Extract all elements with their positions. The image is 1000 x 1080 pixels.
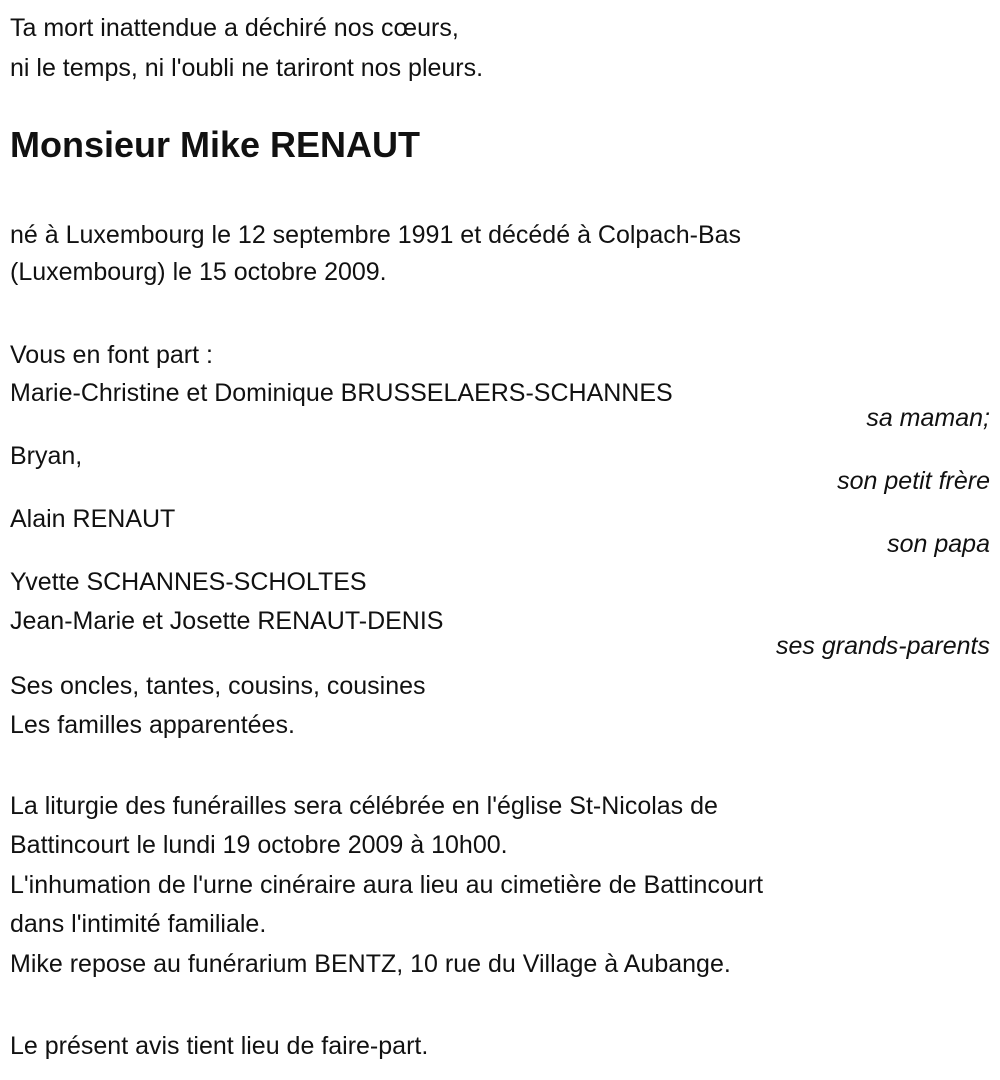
birth-line: né à Luxembourg le 12 septembre 1991 et décédé à Colpach-Bas xyxy=(10,221,742,249)
funeral-line: L'inhumation de l'urne cinéraire aura lieu au cimetière de Battincourt xyxy=(10,871,764,899)
family-relation: son papa xyxy=(887,530,990,558)
birth-line: (Luxembourg) le 15 octobre 2009. xyxy=(10,258,387,286)
others-line: Ses oncles, tantes, cousins, cousines xyxy=(10,672,426,700)
family-name: Marie-Christine et Dominique BRUSSELAERS-SCHANNES xyxy=(10,379,673,407)
family-name: Alain RENAUT xyxy=(10,505,176,533)
family-name: Bryan, xyxy=(10,442,83,470)
family-name: Jean-Marie et Josette RENAUT-DENIS xyxy=(10,607,444,635)
funeral-line: Mike repose au funérarium BENTZ, 10 rue du Village à Aubange. xyxy=(10,950,731,978)
family-name: Yvette SCHANNES-SCHOLTES xyxy=(10,568,367,596)
funeral-line: dans l'intimité familiale. xyxy=(10,910,267,938)
page-title: Monsieur Mike RENAUT xyxy=(10,124,421,165)
poem-line: Ta mort inattendue a déchiré nos cœurs, xyxy=(10,14,459,42)
funeral-line: La liturgie des funérailles sera célébrée en l'église St-Nicolas de xyxy=(10,792,718,820)
others-line: Les familles apparentées. xyxy=(10,711,295,739)
funeral-line: Battincourt le lundi 19 octobre 2009 à 10h00. xyxy=(10,831,508,859)
family-relation: son petit frère xyxy=(837,467,990,495)
closing-text: Le présent avis tient lieu de faire-part. xyxy=(10,1032,429,1060)
poem-line: ni le temps, ni l'oubli ne tariront nos pleurs. xyxy=(10,54,484,82)
family-relation: ses grands-parents xyxy=(775,632,990,660)
intro-text: Vous en font part : xyxy=(10,341,213,369)
family-relation: sa maman; xyxy=(866,404,990,432)
